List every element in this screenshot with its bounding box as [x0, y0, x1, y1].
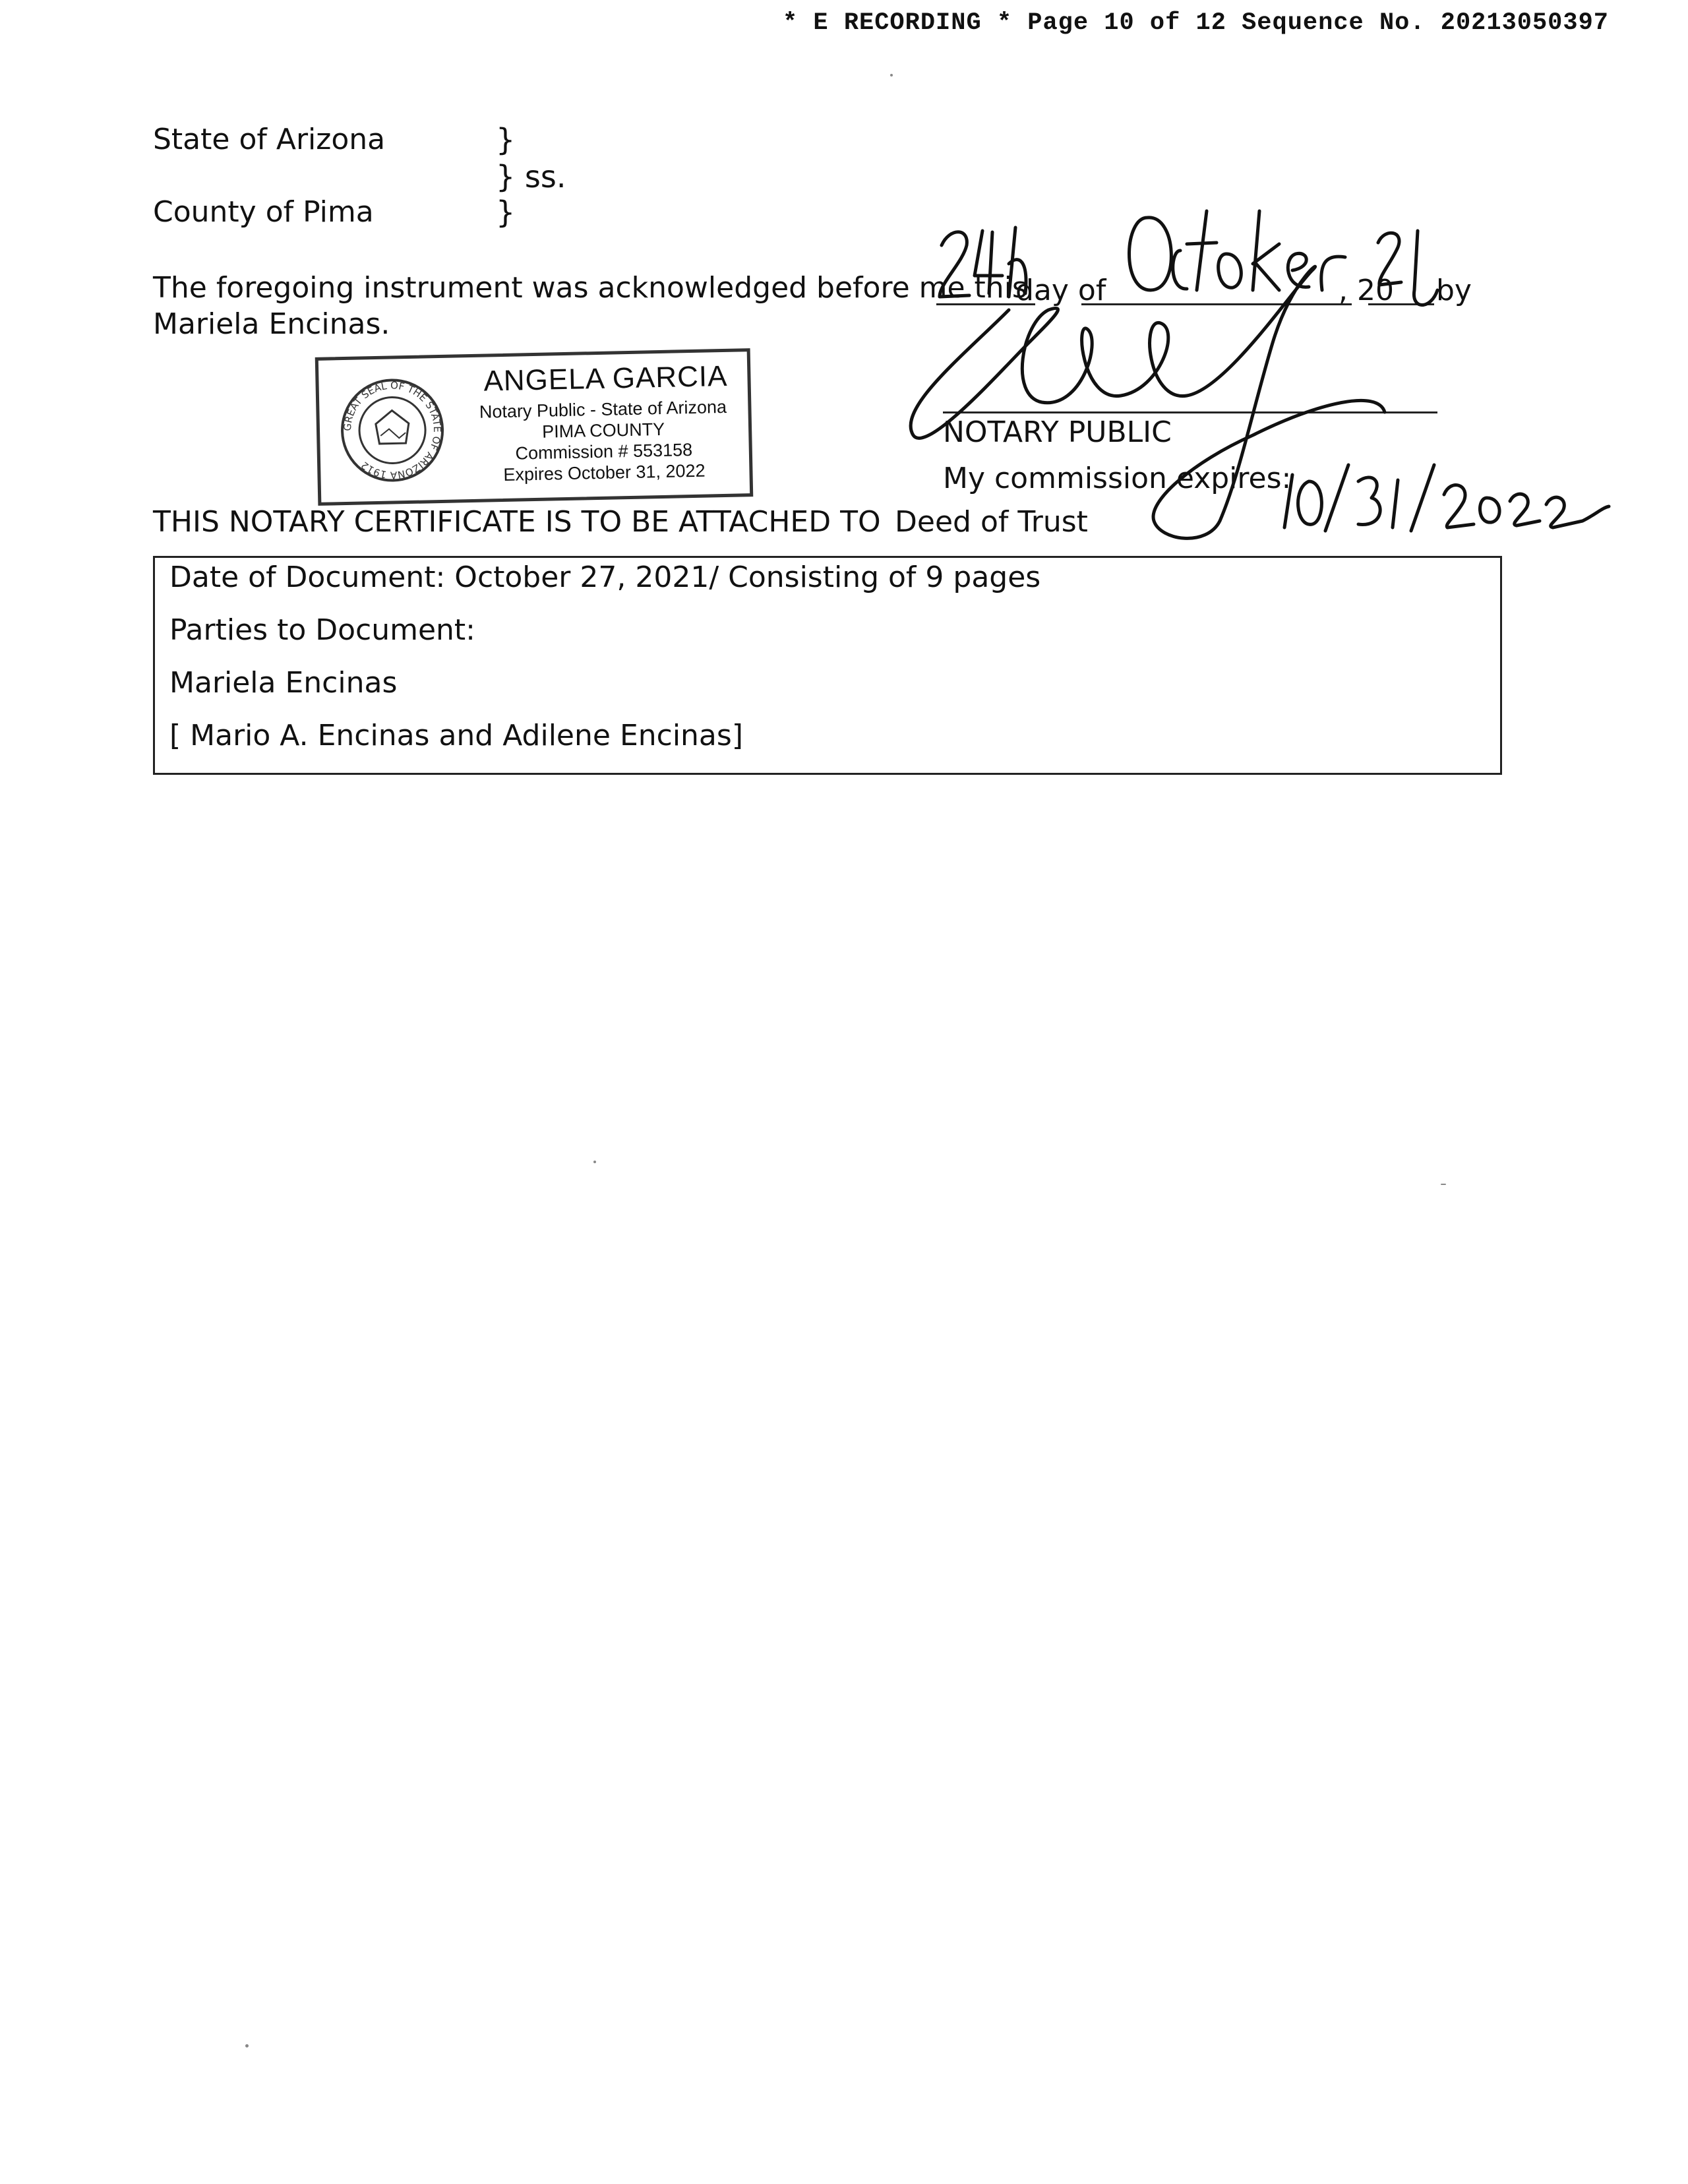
acknowledgment-text: The foregoing instrument was acknowledged before me this — [153, 271, 1027, 305]
brace-bottom: } — [496, 195, 516, 230]
by-text: by — [1436, 274, 1472, 307]
document-date-line: Date of Document: October 27, 2021/ Consisting of 9 pages — [169, 561, 1041, 594]
stamp-line-4: Expires October 31, 2022 — [503, 460, 706, 485]
commission-expires-label: My commission expires: — [943, 462, 1292, 495]
signer-name: Mariela Encinas. — [153, 307, 390, 341]
state-seal-icon — [338, 377, 446, 484]
attached-document-name: Deed of Trust — [895, 505, 1088, 539]
seal-text: GREAT SEAL OF THE STATE OF ARIZONA 1912 — [341, 379, 444, 481]
state-label: State of Arizona — [153, 123, 386, 156]
attach-certificate-label: THIS NOTARY CERTIFICATE IS TO BE ATTACHED TO — [153, 505, 881, 539]
brace-ss: } ss. — [496, 159, 566, 195]
scan-speck — [1441, 1184, 1446, 1185]
document-info-box — [153, 556, 1502, 775]
handwritten-month — [1130, 211, 1346, 290]
scan-speck — [593, 1161, 596, 1163]
notary-stamp — [315, 348, 754, 506]
notary-public-label: NOTARY PUBLIC — [943, 415, 1172, 449]
county-label: County of Pima — [153, 195, 374, 229]
day-of-text: day of — [1015, 274, 1106, 307]
month-blank-line — [1081, 303, 1352, 305]
stamp-line-2: PIMA COUNTY — [541, 419, 665, 442]
recording-header: * E RECORDING * Page 10 of 12 Sequence No. 20213050397 — [783, 9, 1609, 37]
signature-line — [943, 411, 1437, 413]
stamp-notary-name: ANGELA GARCIA — [483, 359, 728, 398]
year-blank-line — [1368, 303, 1434, 305]
stamp-line-1: Notary Public - State of Arizona — [479, 396, 727, 422]
party-1: Mariela Encinas — [169, 666, 398, 700]
notary-signature — [911, 266, 1385, 538]
party-2: [ Mario A. Encinas and Adilene Encinas] — [169, 719, 743, 752]
scan-speck — [245, 2044, 249, 2048]
brace-top: } — [496, 122, 516, 158]
parties-label: Parties to Document: — [169, 613, 475, 647]
handwritten-expiry — [1284, 465, 1609, 531]
year-prefix: , 20 — [1339, 274, 1394, 307]
scan-speck — [890, 74, 893, 76]
stamp-line-3: Commission # 553158 — [515, 439, 693, 464]
